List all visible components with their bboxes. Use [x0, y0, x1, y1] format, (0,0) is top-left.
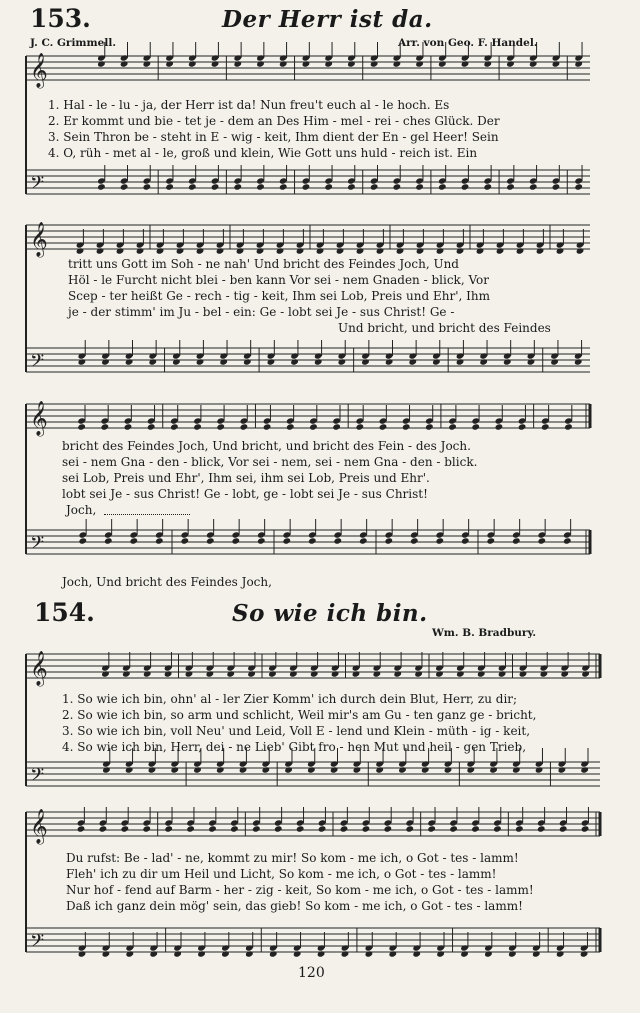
hymn-153-sys1-verse2: 2. Er kommt und bie - tet je - dem an Des Him - mel - rei - ches Glück. Der [48, 114, 500, 128]
note-head [438, 183, 447, 190]
note-head [341, 950, 350, 957]
note-head [347, 183, 356, 190]
note-head [498, 670, 507, 677]
note-head [574, 358, 583, 365]
hymn-154-sys1-verse2: 2. So wie ich bin, so arm und schlicht, Weil mir's am Gu - ten ganz ge - bricht, [62, 708, 537, 722]
note-head [495, 423, 504, 430]
note-head [279, 183, 288, 190]
note-head [375, 766, 384, 773]
note-head [512, 537, 521, 544]
hymn-154-sys2-verse3: Nur hof - fend auf Barm - her - zig - keit, So kom - me ich, o Got - tes - lamm! [66, 883, 534, 897]
note-head [352, 670, 361, 677]
note-head [186, 825, 195, 832]
note-head [206, 670, 215, 677]
note-head [563, 537, 572, 544]
hymn-153-sys3-joch: Joch, [66, 503, 97, 517]
note-head [576, 247, 585, 254]
treble-clef-icon: 𝄞 [30, 222, 48, 257]
note-head [296, 247, 305, 254]
note-head [503, 358, 512, 365]
note-head [121, 825, 130, 832]
note-head [408, 358, 417, 365]
note-head [77, 825, 86, 832]
note-head [436, 247, 445, 254]
note-head [296, 825, 305, 832]
note-head [552, 60, 561, 67]
note-head [185, 670, 194, 677]
note-head [173, 950, 182, 957]
note-head [279, 60, 288, 67]
note-head [471, 825, 480, 832]
note-head [560, 670, 569, 677]
note-head [143, 670, 152, 677]
note-head [247, 670, 256, 677]
note-head [310, 670, 319, 677]
note-head [332, 423, 341, 430]
note-head [245, 950, 254, 957]
note-head [96, 247, 105, 254]
note-head [336, 247, 345, 254]
note-head [556, 247, 565, 254]
note-head [529, 60, 538, 67]
note-head [216, 247, 225, 254]
note-head [415, 60, 424, 67]
note-head [324, 60, 333, 67]
note-head [101, 358, 110, 365]
note-head [479, 358, 488, 365]
note-head [289, 670, 298, 677]
hymn-153-sys1-verse4: 4. O, rüh - met al - le, groß und klein, Wie Gott uns huld - reich ist. Ein [48, 146, 478, 160]
note-head [309, 423, 318, 430]
note-head [78, 950, 87, 957]
note-head [559, 825, 568, 832]
note-head [484, 950, 493, 957]
note-head [529, 183, 538, 190]
note-head [78, 537, 87, 544]
note-head [256, 183, 265, 190]
note-head [155, 537, 164, 544]
note-head [515, 825, 524, 832]
note-head [142, 825, 151, 832]
hymn-153-sys2-verse2: Höl - le Furcht nicht blei - ben kann Vor sei - nem Gnaden - blick, Vor [68, 273, 489, 287]
note-head [338, 358, 347, 365]
note-head [466, 766, 475, 773]
hymn-154-number: 154. [34, 598, 95, 627]
hymn-153-sys3-verse4: lobt sei Je - sus Christ! Ge - lobt, ge - lobt sei Je - sus Christ! [62, 487, 428, 501]
dotted-line [104, 514, 190, 515]
note-head [125, 358, 134, 365]
note-head [486, 537, 495, 544]
note-head [376, 247, 385, 254]
note-head [165, 183, 174, 190]
note-head [537, 537, 546, 544]
note-head [318, 825, 327, 832]
note-head [393, 183, 402, 190]
note-head [461, 537, 470, 544]
note-head [282, 537, 291, 544]
hymn-154-sys2-verse4: Daß ich ganz dein mög' sein, das gieb! So kom - me ich, o Got - tes - lamm! [66, 899, 523, 913]
note-head [461, 60, 470, 67]
note-head [460, 950, 469, 957]
note-head [476, 247, 485, 254]
treble-clef-icon: 𝄞 [30, 401, 48, 436]
note-head [471, 423, 480, 430]
treble-clef-icon: 𝄞 [30, 53, 48, 88]
treble-clef-icon: 𝄞 [30, 651, 48, 686]
note-head [76, 247, 85, 254]
note-head [208, 825, 217, 832]
hymn-153-sys2-verse1: tritt uns Gott im Soh - ne nah' Und bricht des Feindes Joch, Und [68, 257, 459, 271]
hymn-153-sys3-verse3: sei Lob, Preis und Ehr', Ihm sei, ihm sei Lob, Preis und Ehr'. [62, 471, 430, 485]
note-head [231, 537, 240, 544]
note-head [206, 537, 215, 544]
bass-clef-icon: 𝄢 [30, 931, 45, 956]
note-head [365, 950, 374, 957]
note-head [444, 766, 453, 773]
note-head [172, 358, 181, 365]
note-head [170, 423, 179, 430]
bass-clef-icon: 𝄢 [30, 533, 45, 558]
note-head [556, 950, 565, 957]
note-head [581, 670, 590, 677]
note-head [508, 950, 517, 957]
note-head [78, 358, 87, 365]
hymn-154-title: So wie ich bin. [232, 600, 428, 627]
note-head [316, 247, 325, 254]
note-head [340, 825, 349, 832]
note-head [165, 60, 174, 67]
note-head [314, 358, 323, 365]
note-head [211, 183, 220, 190]
staff-153-3-treble [26, 404, 590, 428]
note-head [148, 358, 157, 365]
note-head [456, 670, 465, 677]
note-head [461, 183, 470, 190]
note-head [581, 825, 590, 832]
note-head [104, 537, 113, 544]
note-head [353, 766, 362, 773]
note-head [535, 766, 544, 773]
note-head [170, 766, 179, 773]
note-head [233, 183, 242, 190]
note-head [193, 766, 202, 773]
note-head [164, 825, 173, 832]
hymn-153-sys1-verse1: 1. Hal - le - lu - ja, der Herr ist da! Nun freu't euch al - le hoch. Es [48, 98, 450, 112]
note-head [120, 183, 129, 190]
note-head [236, 247, 245, 254]
bass-clef-icon: 𝄢 [30, 351, 45, 376]
note-head [496, 247, 505, 254]
note-head [102, 766, 111, 773]
note-head [550, 358, 559, 365]
note-head [506, 183, 515, 190]
note-head [356, 247, 365, 254]
note-head [308, 537, 317, 544]
note-head [370, 60, 379, 67]
note-head [143, 60, 152, 67]
staff-154-2-treble [26, 812, 600, 836]
note-head [396, 247, 405, 254]
note-head [302, 183, 311, 190]
hymn-154-sys2-verse2: Fleh' ich zu dir um Heil und Licht, So kom - me ich, o Got - tes - lamm! [66, 867, 497, 881]
note-head [580, 950, 589, 957]
note-head [540, 670, 549, 677]
note-head [385, 358, 394, 365]
hymn-154-sys1-verse3: 3. So wie ich bin, voll Neu' und Leid, Voll E - lend und Klein - müth - ig - keit, [62, 724, 531, 738]
note-head [116, 247, 125, 254]
note-head [286, 423, 295, 430]
note-head [101, 423, 110, 430]
note-head [347, 60, 356, 67]
hymn-154-composer: Wm. B. Bradbury. [432, 627, 537, 639]
note-head [493, 825, 502, 832]
note-head [410, 537, 419, 544]
note-head [421, 766, 430, 773]
note-head [124, 423, 133, 430]
note-head [362, 825, 371, 832]
note-head [536, 247, 545, 254]
note-head [122, 670, 131, 677]
note-head [438, 60, 447, 67]
hymn-153-sys2-alto: Und bricht, und bricht des Feindes [338, 321, 551, 335]
note-head [156, 247, 165, 254]
note-head [449, 825, 458, 832]
note-head [267, 358, 276, 365]
note-head [519, 670, 528, 677]
note-head [196, 247, 205, 254]
note-head [290, 358, 299, 365]
note-head [143, 183, 152, 190]
note-head [435, 537, 444, 544]
note-head [456, 247, 465, 254]
note-head [147, 423, 156, 430]
note-head [136, 247, 145, 254]
note-head [239, 766, 248, 773]
note-head [393, 60, 402, 67]
hymn-153-sys3-verse1: bricht des Feindes Joch, Und bricht, und bricht des Fein - des Joch. [62, 439, 471, 453]
note-head [148, 766, 157, 773]
note-head [558, 766, 567, 773]
note-head [436, 950, 445, 957]
note-head [120, 60, 129, 67]
note-head [188, 183, 197, 190]
hymn-153-arranger: Arr. von Geo. F. Handel. [398, 37, 538, 49]
note-head [448, 423, 457, 430]
hymn-154-sys1-verse1: 1. So wie ich bin, ohn' al - ler Zier Komm' ich durch dein Blut, Herr, zu dir; [62, 692, 518, 706]
note-head [361, 358, 370, 365]
note-head [99, 825, 108, 832]
treble-clef-icon: 𝄞 [30, 809, 48, 844]
note-head [580, 766, 589, 773]
note-head [293, 950, 302, 957]
note-head [97, 183, 106, 190]
hymn-153-sys1-verse3: 3. Sein Thron be - steht in E - wig - keit, Ihm dient der En - gel Heer! Sein [48, 130, 499, 144]
note-head [149, 950, 158, 957]
note-head [552, 183, 561, 190]
page-number: 120 [298, 965, 325, 981]
note-head [393, 670, 402, 677]
note-head [477, 670, 486, 677]
hymn-153-title: Der Herr ist da. [222, 6, 433, 33]
note-head [176, 247, 185, 254]
bass-clef-icon: 𝄢 [30, 765, 45, 790]
note-head [233, 60, 242, 67]
note-head [537, 825, 546, 832]
note-head [370, 183, 379, 190]
note-head [211, 60, 220, 67]
note-head [101, 670, 110, 677]
note-head [193, 423, 202, 430]
note-head [356, 423, 365, 430]
note-head [263, 423, 272, 430]
note-head [412, 950, 421, 957]
note-head [384, 537, 393, 544]
note-head [284, 766, 293, 773]
note-head [527, 358, 536, 365]
note-head [512, 766, 521, 773]
note-head [196, 358, 205, 365]
hymn-154-sys1-verse4: 4. So wie ich bin, Herr, dei - ne Lieb' Gibt fro - hen Mut und heil - gen Trieb, [62, 740, 527, 754]
note-head [564, 423, 573, 430]
note-head [415, 183, 424, 190]
note-head [129, 537, 138, 544]
note-head [330, 766, 339, 773]
note-head [221, 950, 230, 957]
note-head [427, 825, 436, 832]
note-head [216, 423, 225, 430]
note-head [516, 247, 525, 254]
note-head [77, 423, 86, 430]
note-head [317, 950, 326, 957]
hymn-153-number: 153. [30, 4, 91, 33]
note-head [483, 60, 492, 67]
note-head [416, 247, 425, 254]
note-head [425, 423, 434, 430]
hymn-153-sys2-verse4: je - der stimm' im Ju - bel - ein: Ge - lobt sei Je - sus Christ! Ge - [68, 305, 455, 319]
note-head [180, 537, 189, 544]
hymn-153-sys3-bass-text: Joch, Und bricht des Feindes Joch, [62, 575, 272, 589]
hymn-154-sys2-verse1: Du rufst: Be - lad' - ne, kommt zu mir! So kom - me ich, o Got - tes - lamm! [66, 851, 519, 865]
note-head [398, 766, 407, 773]
note-head [240, 423, 249, 430]
note-head [164, 670, 173, 677]
note-head [373, 670, 382, 677]
note-head [256, 247, 265, 254]
staff-153-2-treble [26, 225, 590, 249]
note-head [252, 825, 261, 832]
note-head [226, 670, 235, 677]
hymn-153-sys2-verse3: Scep - ter heißt Ge - rech - tig - keit, Ihm sei Lob, Preis und Ehr', Ihm [68, 289, 490, 303]
note-head [188, 60, 197, 67]
note-head [243, 358, 252, 365]
note-head [230, 825, 239, 832]
hymn-153-sys3-verse2: sei - nem Gna - den - blick, Vor sei - nem, sei - nem Gna - den - blick. [62, 455, 478, 469]
note-head [379, 423, 388, 430]
note-head [489, 766, 498, 773]
note-head [574, 183, 583, 190]
note-head [197, 950, 206, 957]
note-head [483, 183, 492, 190]
note-head [125, 766, 134, 773]
note-head [102, 950, 111, 957]
note-head [518, 423, 527, 430]
note-head [307, 766, 316, 773]
note-head [257, 537, 266, 544]
note-head [268, 670, 277, 677]
note-head [256, 60, 265, 67]
note-head [274, 825, 283, 832]
note-head [269, 950, 278, 957]
note-head [405, 825, 414, 832]
note-head [456, 358, 465, 365]
hymn-153-composer: J. C. Grimmell. [30, 37, 116, 49]
note-head [384, 825, 393, 832]
note-head [432, 358, 441, 365]
note-head [359, 537, 368, 544]
note-head [97, 60, 106, 67]
note-head [506, 60, 515, 67]
note-head [216, 766, 225, 773]
note-head [262, 766, 271, 773]
note-head [414, 670, 423, 677]
note-head [574, 60, 583, 67]
note-head [276, 247, 285, 254]
note-head [219, 358, 228, 365]
note-head [333, 537, 342, 544]
note-head [126, 950, 135, 957]
note-head [435, 670, 444, 677]
note-head [324, 183, 333, 190]
note-head [541, 423, 550, 430]
note-head [402, 423, 411, 430]
note-head [532, 950, 541, 957]
note-head [389, 950, 398, 957]
note-head [302, 60, 311, 67]
bass-clef-icon: 𝄢 [30, 173, 45, 198]
staff-153-2-bass [26, 348, 590, 372]
note-head [331, 670, 340, 677]
